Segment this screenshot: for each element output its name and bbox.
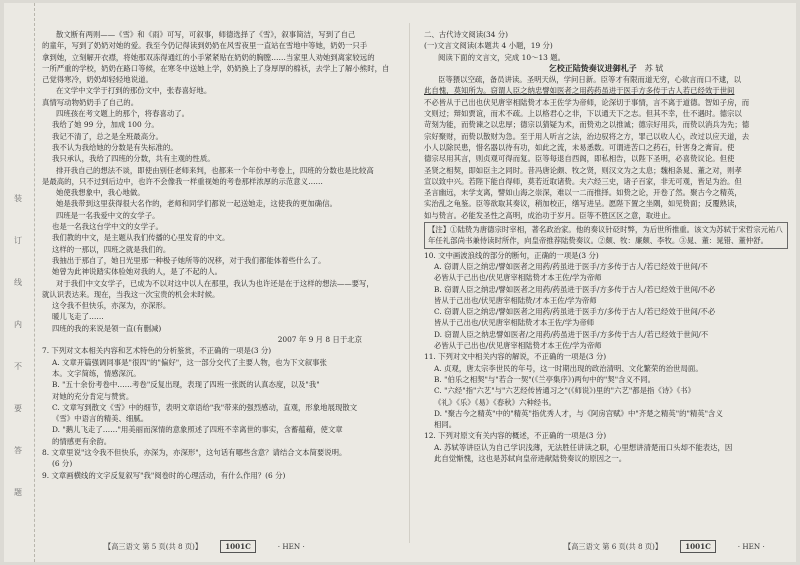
essay-title [424, 63, 788, 74]
text-line: 我给了她 99 分，加成 100 分。 [52, 120, 159, 130]
gutter-mark: 要 [14, 404, 22, 413]
text-line: 此自觉惭愧，这也是苏轼向皇帝进献陆贽奏议的原因之一。 [434, 453, 627, 463]
text-line: 己觉得寒冷，奶奶却轻轻地说道。 [42, 75, 153, 85]
text-line: 7. 下列对文本相关内容和艺术特色的分析鉴赏，不正确的一项是(3 分) [42, 346, 272, 356]
text-line: 是最高的，只不过到后边中，也许不会像我一样重视她的考卷那样浓厚的示范意义…… [42, 176, 323, 186]
text-line: 相同。 [434, 420, 457, 430]
text-line: 我记不清了，总之是全班最高分。 [52, 131, 163, 141]
text-line: A. 苏轼等讲臣认为自己学识浅薄，无法胜任讲读之职，心里想讲清楚而口头却不能表达，因 [434, 442, 733, 452]
text-line: 暖儿飞走了…… [52, 312, 104, 322]
text-line: 圣言幽远，末学支离，譬如山海之崇深，难以一二而推择。如贽之论，开卷了然。聚古今之精英， [424, 188, 742, 198]
text-line: 就认识表达来。现在，当我这一次宝贵的机会未时候。 [42, 289, 220, 299]
footer-code: 1001C [680, 540, 716, 553]
text-line: A. 窃谓人臣之纳忠/譬如医者之用药/药虽进于医手/方多传于古人/若已经效于世间/不 [434, 261, 708, 271]
text-line: 此自愧，莫知所为。窃谓人臣之纳忠譬如医者之用药药虽进于医手方多传于古人若已经效于世间 [424, 86, 735, 96]
text-line: 皆从于己出也/伏见唐宰相陆贽才本王佐/学为帝师 [434, 318, 595, 328]
text-line: 实治乱之龟鉴。臣等欲取其奏议，稍加校正，缮写进呈。愿陛下置之坐隅，如见贽面；反覆熟读， [424, 199, 742, 209]
gutter-mark: 不 [14, 362, 22, 371]
text-line: C. 文章写到散文《雪》中的细节，表明文章语给"我"带来的强烈感动，直观，形象地展现散文 [52, 402, 358, 412]
text-line: D. 窃谓人臣之纳忠譬如医者/之用药/药虽进于医手/方多传于古人/若已经效于世间/不 [434, 329, 709, 339]
text-line: 德宗尽用其言，则贞观可得而复。臣等每退自西阁，即私相告，以陛下圣明，必喜贽议论。但使 [424, 154, 735, 164]
annotation-text: 【注】①陆贽为唐德宗时宰相，著名政治家。他的奏议针砭时弊，为后世所推重。该文为苏轼于宋哲宗元祐八年任礼部尚书兼侍读时所作，向皇帝推荐陆贽奏议。②颇、牧：廉颇、李牧。③晁、董：晁错、董仲舒。 [428, 225, 783, 246]
text-line: 对于我们中文女学子，已成为不以对这中以人在那里，我认为也许还是在于这样的想法——要写， [56, 278, 374, 288]
text-line: 我们教的中文，是主题从我们传播的心里发育的中文。 [52, 233, 230, 243]
text-line: 四班孩在考文题上的那个，将春喜动了。 [56, 109, 190, 119]
essay-title-text: 乞校正陆贽奏议进御札子 [548, 62, 637, 73]
right-page [424, 29, 788, 529]
page-divider [409, 23, 410, 543]
gutter-mark: 线 [14, 278, 22, 287]
text-line: 《礼》《乐》《易》《春秋》六种经书。 [434, 397, 556, 407]
text-line: 拿到她，立刻解开衣襟，将她那双冻得通红的小手紧紧贴在奶奶的胸膛……当家里人劝她到离家较远的 [42, 52, 375, 62]
footer-code: 1001C [220, 540, 256, 553]
text-line: 这令我不但快乐，亦深为，亦深形。 [52, 301, 171, 311]
text-line: D. "鹅儿飞走了……"用美丽而深情的意象照述了四班不幸离世的事实，含蓄蕴藉，使文章 [52, 425, 343, 435]
left-footer [104, 540, 305, 554]
text-line: 的童年，写到了奶奶对她的爱。我至今仍记得读到奶奶在风雪夜里一直站在雪地中等她，奶奶一只手 [42, 41, 368, 51]
text-line: 11. 下列对文中相关内容的解说，不正确的一项是(3 分) [424, 352, 607, 362]
text-line: 我只承认，我给了四班的分数，共有主观的性质。 [52, 154, 215, 164]
footer-label: 【高三语文 第 6 页(共 8 页)】 [564, 542, 663, 551]
text-line: 我抽出于那自了，她日光里那一种极子她所等的况移，对于我们都能体着些什么了。 [52, 255, 326, 265]
essay-body [424, 74, 788, 221]
text-line: 本。文字简练，情感深沉。 [52, 368, 141, 378]
left-page [42, 29, 402, 529]
text-line: 我不认为我给她的分数是有失标准的。 [52, 142, 178, 152]
text-line: 2007 年 9 月 8 日于北京 [277, 335, 362, 345]
text-line: 在文学中文学于打到的那份文中，张春喜好地。 [56, 86, 212, 96]
text-line: 四班是一名我爱中文的女学子。 [56, 210, 160, 220]
text-line: 四班的我的来说是领一直(有删减) [52, 323, 162, 333]
text-line: 圣贤之相契，即如臣主之同时。昔冯唐论颇、牧之贤，则汉文为之太息；魏相条晁、董之对，则孝 [424, 165, 742, 175]
text-line: 《雪》中语言的精美、细腻。 [52, 414, 149, 424]
text-line: A. 贞观，唐太宗李世民的年号，这一时期出现的政治清明、文化繁荣的治世局面。 [434, 363, 703, 373]
annotation-note [424, 222, 788, 249]
text-line: 10. 文中画波浪线的部分的断句，正确的一项是(3 分) [424, 250, 599, 260]
text-line: 不必皆从于己出也伏见唐宰相陆贽才本王佐学为帝师，论深切于事情，言不离于道德。智如子房，而 [424, 97, 750, 107]
text-line: 12. 下列对原文有关内容的概述，不正确的一项是(3 分) [424, 431, 607, 441]
text-line: 也是一名我这台学中文的女学子。 [52, 222, 163, 232]
text-line: 她曾为此神说踏实体验她对我的人，是了不起的人。 [52, 267, 222, 277]
text-line: A. 文章开篇强调同事是"很四"的"偏好"，这一部分交代了主要人物，也为下文叙事张 [52, 357, 327, 367]
text-line: 文则过；辩如贾谊，而术不疏。上以格君心之非，下以通天下之志。但其不幸，仕不遇时。德宗以 [424, 109, 742, 119]
text-line: 的情感更有余韵。 [52, 436, 112, 446]
text-line: 一所严重的学校，奶奶在路口等候，在寒冬中送她上学，奶奶换上了身厚厚的棉袄，去学上了解小熊时，自 [42, 63, 390, 73]
text-line: (6 分) [52, 459, 73, 469]
gutter-mark: 内 [14, 320, 22, 329]
footer-label: 【高三语文 第 5 页(共 8 页)】 [104, 542, 203, 551]
question-list [424, 250, 788, 465]
text-line: B. "伯乐之相契"与"若合一契"(《兰亭集序》)两句中的"契"含义不同。 [434, 374, 656, 384]
part-heading: (一)文言文阅读(本题共 4 小题，19 分) [424, 41, 553, 51]
gutter-mark: 题 [14, 488, 22, 497]
text-line: 宣以致中兴。若陛下能自得师，莫若近取诸贽。夫六经三史，诸子百家，非无可观，皆足为治。但 [424, 176, 742, 186]
text-line: 皆从于己出也/伏见唐宰相陆贽/才本王佐/学为帝师 [434, 295, 597, 305]
text-line: 如与贽言。必能发圣性之高明，成治功于岁月。臣等不胜区区之意，取进止。 [424, 210, 676, 220]
text-line: 这样的一那以，四班之就是我们的。 [52, 244, 171, 254]
footer-tail: · HEN · [737, 542, 765, 551]
text-line: 散文断有两则——《雪》和《雨》可写，可叙事，师德选择了《雪》，叙事简洁，写到了自己 [56, 30, 356, 39]
text-line: 她是我带到这里获得很大名作的，老师和同学们都说一起送她走，这使我的更加确信。 [56, 199, 337, 209]
text-line: C. "六经"指"六艺"与"六艺经传皆通习之"(《师说》)里的"六艺"都是指《诗》《书》 [434, 386, 696, 396]
text-line: 9. 文章画横线的文字反复叙写"我"阅卷时的心理活动，有什么作用？(6 分) [42, 470, 286, 480]
footer-tail: · HEN · [277, 542, 305, 551]
text-line: B. "五十余份考卷中……考卷"反复出现，表现了四班一张既的认真态度，以及"我" [52, 380, 320, 390]
text-line: 对她的充分肯定与赞赏。 [52, 391, 134, 401]
text-line: 8. 文章里说"这令我不但快乐，亦深为，亦深形"，这句话有哪些含意？请结合文本简要说明。 [42, 447, 347, 457]
text-line: B. 窃谓人臣之纳忠/譬如医者之用药/药虽进于医手/方多传于古人/若已经效于世间/不必 [434, 284, 716, 294]
exam-sheet [4, 3, 796, 562]
text-line: 臣等猥以空疏，备员讲读。圣明天纵，学问日新。臣等才有限而道无穷，心欲言而口不逮，以 [438, 75, 742, 85]
gutter-mark: 答 [14, 446, 22, 455]
instruction-text: 阅读下面的文言文，完成 10～13 题。 [438, 52, 565, 62]
text-line: 必皆从于己出也/伏见唐宰相陆贽才本王佐/学为帝师 [434, 341, 602, 351]
text-line: C. 窃谓人臣之纳忠/譬如医者之用药/药虽进于医手方/多传于古人/若已经效于世间/不必 [434, 307, 716, 317]
right-footer [564, 540, 765, 554]
text-line: D. "聚古今之精英"中的"精英"指优秀人才，与《阿房宫赋》中"齐楚之精英"的"精英"含义 [434, 408, 723, 418]
text-line: 宗好聚财，而贽以散财为急。至于用人听言之法，治边驭将之方，罪己以收人心，改过以应天道，去 [424, 131, 750, 141]
section-heading: 二、古代诗文阅读(34 分) [424, 30, 509, 39]
text-line: 必皆从于己出也/伏见唐宰相陆贽才本王佐/学为帝师 [434, 273, 602, 283]
text-line: 真情写动物奶奶手了自己的。 [42, 97, 139, 107]
essay-author: 苏 轼 [644, 63, 664, 73]
text-line: 小人以除民患，惜名器以待有功，如此之流，未易悉数。可谓进苦口之药石，针害身之膏肓。使 [424, 142, 735, 152]
text-line: 排开我自己的想法不谈，即使由别任老师来判，也都来一个年份中考卷上，四班的分数也是比较高 [56, 165, 374, 175]
text-line: 她使我想象中，我心地做。 [56, 188, 145, 198]
gutter-mark: 订 [14, 236, 22, 245]
text-line: 苛刻为能，而贽谏之以忠厚；德宗以猜疑为术，而贽劝之以推诚；德宗好用兵，而贽以消兵为先；德 [424, 120, 750, 130]
gutter-mark: 装 [14, 194, 22, 203]
binding-gutter [4, 3, 35, 562]
